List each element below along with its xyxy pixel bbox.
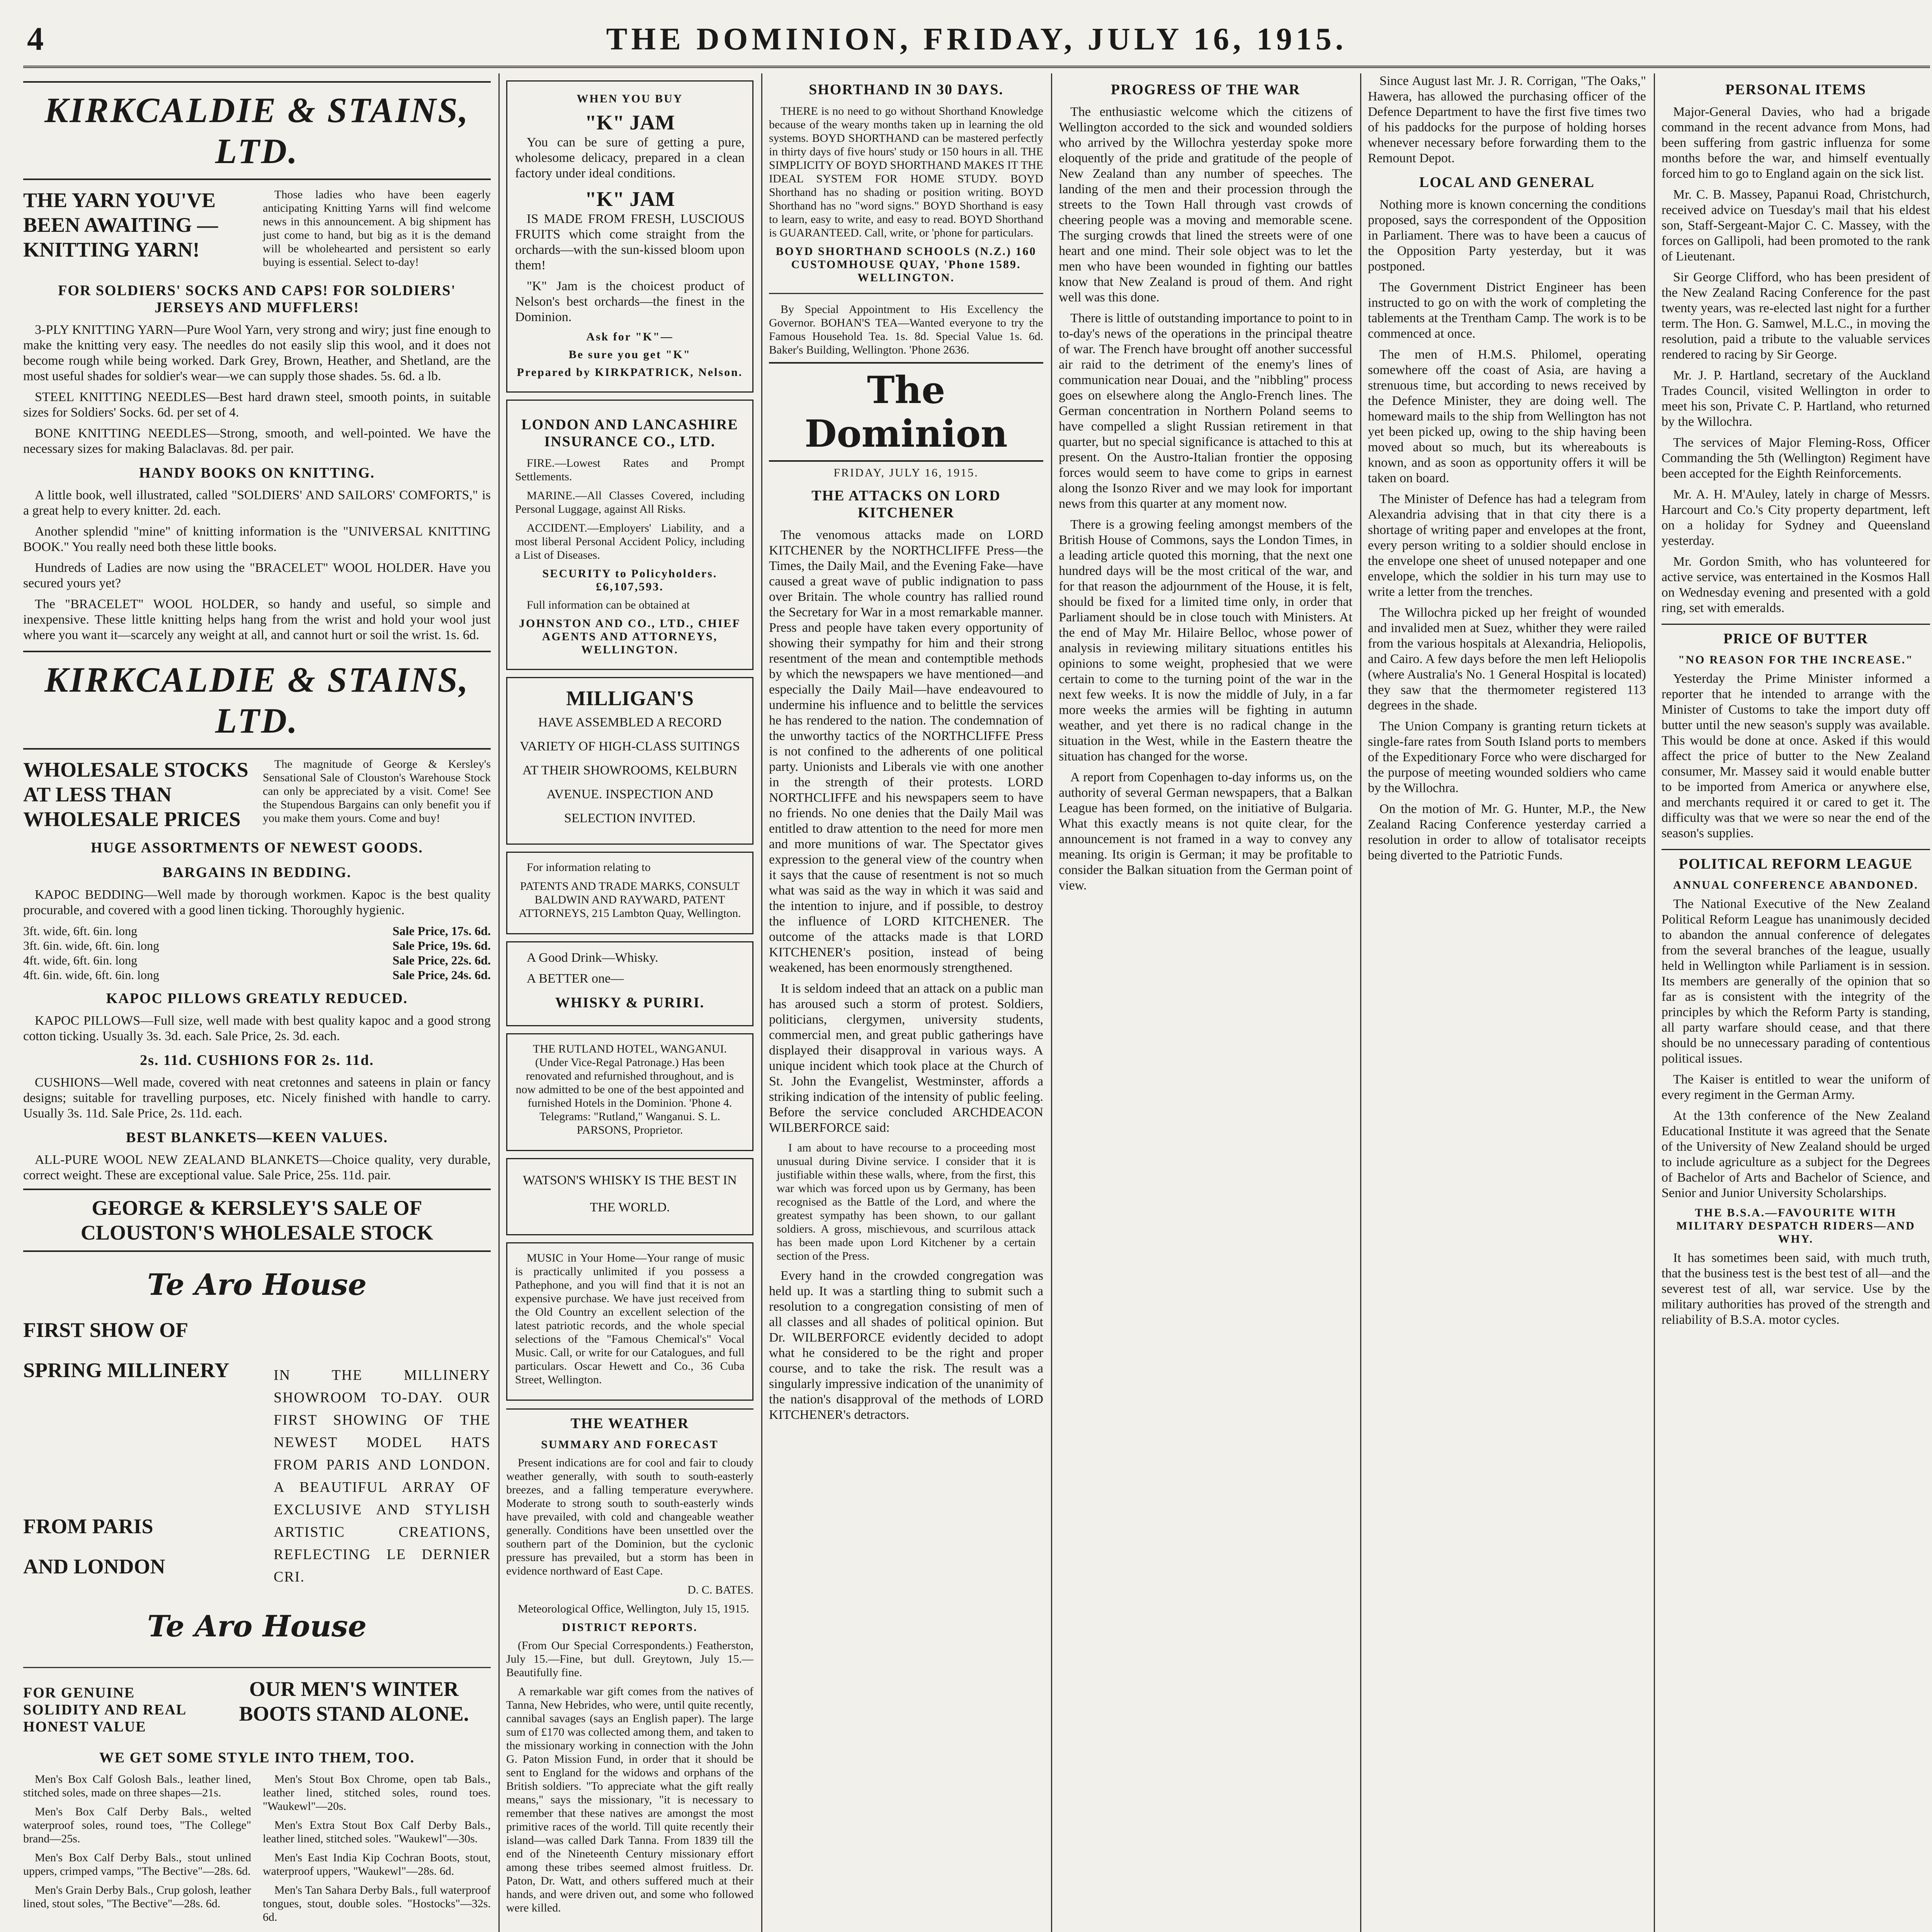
weather-signature: D. C. BATES. [687, 1583, 753, 1596]
butter-text: Yesterday the Prime Minister informed a reporter that he intended to arrange with the Minister of Customs to take the import duty off butter until the new season's supply was available. This would be done at once. Asked if this would affect the price of butter to the New Zealand consumer, Mr. Massey said it would enable butter to be imported from America or anywhere else, and merchants required it or cared to get it. The difficulty was that we were so near the end of the season's supplies. [1662, 672, 1930, 840]
yarn-item: STEEL KNITTING NEEDLES—Best hard drawn steel, smooth points, in suitable sizes for Soldiers' Socks. 6d. per set of 4. [23, 390, 491, 420]
kapoc-price-row: 3ft. wide, 6ft. 6in. long Sale Price, 17s. 6d. [23, 924, 491, 938]
lead-paragraph: The venomous attacks made on LORD KITCHENER by the NORTHCLIFFE Press—the Times, the Daily Mail, and the Evening Fake—have caused a great wave of public indignation to pass over Britain. The whole country has rallied round the Secretary for War in a most remarkable manner. Press and people have taken every opportunity of showing their sympathy for him and their strong resentment of the mean and contemptible methods by which the newspapers we have mentioned—and especially the Daily Mail—have endeavoured to undermine his influence and to belittle the services he has rendered to the nation. The condemnation of the unworthy tactics of the NORTHCLIFFE Press is not confined to the adherents of one political party. Unionists and Liberals vie with one another in the strength of their protests. LORD NORTHCLIFFE and his newspapers seem to have no friends. No one denies that the Daily Mail was entitled to draw attention to the need for more men and more munitions of war. The Spectator gives expression to the general view of the country when it says that the cause of resentment is not so much what was said as the way in which it was said and the intention to injure, and if possible, to destroy the influence of LORD KITCHENER. The outcome of the attacks made is that LORD KITCHENER's position, instead of being weakened, has been enormously strengthened. [769, 528, 1043, 975]
institute-item: At the 13th conference of the New Zealand Educational Institute it was agreed that the Senate of the University of New Zealand should be urged to include agriculture as a subject for the Degrees of Bachelor of Arts and Bachelor of Science, and Senior and Junior University Scholarships. [1662, 1109, 1930, 1200]
kapoc-text: KAPOC BEDDING—Well made by thorough workmen. Kapoc is the best quality procurable, and covered with a good linen ticking. Thoroughly hygienic. [23, 888, 491, 917]
shorthand-school: BOYD SHORTHAND SCHOOLS (N.Z.) 160 CUSTOMHOUSE QUAY, 'Phone 1589. WELLINGTON. [776, 245, 1037, 284]
insurance-item: ACCIDENT.—Employers' Liability, and a most liberal Personal Accident Policy, including a List of Diseases. [515, 522, 745, 561]
millinery-line: AND LONDON [23, 1555, 165, 1578]
local-paragraph: The Willochra picked up her freight of wounded and invalided men at Suez, whither they were railed from the various hospitals at Alexandria, Heliopolis, and Cairo. A few days before the men left Heliopolis (where Australia's No. 1 General Hospital is located) they saw that the thermometer registered 113 degrees in the shade. [1368, 605, 1646, 713]
watson-ad: WATSON'S WHISKY IS THE BEST IN THE WORLD. [523, 1173, 737, 1214]
cushions-text: CUSHIONS—Well made, covered with neat cretonnes and sateens in plain or fancy designs; suitable for travelling purposes, etc. Nicely finished with handle to carry. Usually 3s. 11d. Sale Price, 2s. 11d. each. [23, 1075, 491, 1121]
personal-paragraph: Mr. C. B. Massey, Papanui Road, Christchurch, received advice on Tuesday's mail that his eldest son, Staff-Sergeant-Major C. C. Massey, with the forces on Gallipoli, had been promoted to the rank of Lieutenant. [1662, 187, 1930, 264]
blankets-text: ALL-PURE WOOL NEW ZEALAND BLANKETS—Choice quality, very durable, correct weight. These are exceptional value. Sale Price, 25s. 11d. pair. [23, 1153, 491, 1182]
personal-paragraph: Sir George Clifford, who has been president of the New Zealand Racing Conference for the past twenty years, was re-elected last night for a further term. The Hon. G. Samwel, M.L.C., in moving the resolution, paid a tribute to the valuable services rendered to racing by Sir George. [1662, 270, 1930, 362]
insurance-heading: LONDON AND LANCASHIRE INSURANCE CO., LTD. [521, 417, 738, 450]
shorthand-heading: SHORTHAND IN 30 DAYS. [809, 82, 1003, 98]
bsa-text: It has sometimes been said, with much truth, that the business test is the best test of all—and the severest test of all, war service. Use by the military authorities has proved of the strength and reliability of B.S.A. motor cycles. [1662, 1251, 1930, 1327]
boots-headline: OUR MEN'S WINTER BOOTS STAND ALONE. [239, 1677, 469, 1725]
column-rule [1360, 73, 1361, 1932]
local-paragraph: On the motion of Mr. G. Hunter, M.P., the New Zealand Racing Conference yesterday carried a resolution in order to allow of totalisator receipts being diverted to the Patriotic Funds. [1368, 802, 1646, 862]
millinery-line: SPRING MILLINERY [23, 1359, 230, 1382]
wholesale-headline: WHOLESALE STOCKS AT LESS THAN WHOLESALE PRICES [23, 758, 248, 831]
whisky-line: A BETTER one— [527, 971, 624, 986]
column-rule [498, 73, 500, 1932]
boot-item: Men's Extra Stout Box Calf Derby Bals., leather lined, stitched soles. "Waukewl"—30s. [263, 1819, 491, 1845]
local-paragraph: Nothing more is known concerning the conditions proposed, says the correspondent of the Opposition in Parliament. There was to have been a caucus of the Opposition Party yesterday, but it was postponed. [1368, 197, 1646, 274]
lead-paragraph: Every hand in the crowded congregation was held up. It was a startling thing to submit such a resolution to a congregation consisting of men of all classes and all shades of political opinion. But Dr. WILBERFORCE evidently decided to adopt what he considered to be the right and proper course, and to take the risk. The result was a singularly impressive indication of the unanimity of the nation's disapproval of the methods of LORD KITCHENER's detractors. [769, 1269, 1043, 1422]
personal-paragraph: The services of Major Fleming-Ross, Officer Commanding the 5th (Wellington) Regiment have been accepted for the Eighth Reinforcements. [1662, 435, 1930, 481]
blankets-heading: BEST BLANKETS—KEEN VALUES. [126, 1129, 388, 1146]
yarn-item: 3-PLY KNITTING YARN—Pure Wool Yarn, very strong and wiry; just fine enough to make the knitting very easy. The needles do not easily slip this wool, and it does not become rough while being worked. Dark Grey, Brown, Heather, and Shetland, are the most useful shades for soldier's wear—we can supply those shades. 5s. 6d. a lb. [23, 323, 491, 383]
insurance-item: MARINE.—All Classes Covered, including Personal Luggage, against All Risks. [515, 489, 745, 515]
kirkcaldie-brand: KIRKCALDIE & STAINS, LTD. [23, 81, 491, 180]
boot-item: Men's Box Calf Derby Bals., stout unlined uppers, crimped vamps, "The Bective"—28s. 6d. [23, 1851, 251, 1878]
kaiser-item: The Kaiser is entitled to wear the uniform of every regiment in the German Army. [1662, 1072, 1930, 1102]
yarn-headline: THE YARN YOU'VE BEEN AWAITING —KNITTING YARN! [23, 189, 218, 261]
huge-assortments-heading: HUGE ASSORTMENTS OF NEWEST GOODS. [91, 840, 423, 856]
millinery-line: FIRST SHOW OF [23, 1318, 189, 1342]
handy-item: Another splendid "mine" of knitting information is the "UNIVERSAL KNITTING BOOK." You really need both these little books. [23, 524, 491, 554]
lead-article-heading: THE ATTACKS ON LORD KITCHENER [811, 488, 1001, 521]
k-jam-sure: Be sure you get "K" [568, 348, 691, 361]
aro-house-logo-footer: Te Aro House [147, 1609, 367, 1643]
column-rule [1654, 73, 1655, 1932]
yarn-item: BONE KNITTING NEEDLES—Strong, smooth, and well-pointed. We have the necessary sizes for making Balaclavas. 8d. per pair. [23, 426, 491, 456]
sale-banner: GEORGE & KERSLEY'S SALE OF CLOUSTON'S WHOLESALE STOCK [23, 1189, 491, 1252]
butter-heading: PRICE OF BUTTER [1662, 624, 1930, 647]
yarn-text: Those ladies who have been eagerly anticipating Knitting Yarns will find welcome news in this announcement. A big shipment has just come to hand, but big as it is the demand will be wholehearted and persistent so early buying is essential. Select to-day! [263, 188, 491, 269]
editorial-column [769, 73, 1043, 1932]
personal-heading: PERSONAL ITEMS [1725, 82, 1866, 98]
millinery-text: IN THE MILLINERY SHOWROOM TO-DAY. OUR FIRST SHOWING OF THE NEWEST MODEL HATS FROM PARIS AND LONDON. A BEAUTIFUL ARRAY OF EXCLUSIVE AND STYLISH ARTISTIC CREATIONS, REFLECTING LE DERNIER CRI. [274, 1367, 491, 1585]
k-jam-title-2: "K" JAM [585, 187, 675, 211]
issue-date: FRIDAY, JULY 16, 1915. [833, 466, 979, 479]
bargains-heading: BARGAINS IN BEDDING. [162, 864, 352, 881]
lead-paragraph: It is seldom indeed that an attack on a public man has aroused such a storm of protest. Soldiers, politicians, clergymen, university students, commercial men, and great public gatherings have displayed their disapproval in various ways. A unique incident which took place at the Church of St. John the Evangelist, Westminster, affords a striking indication of the intensity of public feeling. Before the service concluded ARCHDEACON WILBERFORCE said: [769, 981, 1043, 1135]
handy-item: A little book, well illustrated, called "SOLDIERS' AND SAILORS' COMFORTS," is a great help to every knitter. 2d. each. [23, 488, 491, 518]
handy-item: Hundreds of Ladies are now using the "BRACELET" WOOL HOLDER. Have you secured yours yet? [23, 561, 491, 590]
district-text: (From Our Special Correspondents.) Featherston, July 15.—Fine, but dull. Greytown, July 15.—Beautifully fine. [506, 1639, 753, 1679]
whisky-line: A Good Drink—Whisky. [527, 951, 658, 965]
newspaper-page [23, 15, 1930, 1932]
dominion-flag: The Dominion [769, 362, 1043, 462]
handy-item: The "BRACELET" WOOL HOLDER, so handy and useful, so simple and inexpensive. These little knitting helps hang from the wrist and hold your wool just where you want it—scarcely any weight at all, and cannot hurt or soil the wrist. 1s. 6d. [23, 597, 491, 642]
whisky-brand: WHISKY & PURIRI. [555, 995, 705, 1011]
rutland-ad: THE RUTLAND HOTEL, WANGANUI. (Under Vice-Regal Patronage.) Has been renovated and refurnished throughout, and is now admitted to be one of the best appointed and furnished Hotels in the Dominion. 'Phone 4. Telegrams: "Rutland," Wanganui. S. L. PARSONS, Proprietor. [515, 1043, 744, 1136]
boot-item: Men's Grain Derby Bals., Crup golosh, leather lined, stout soles, "The Bective"—28s. 6d. [23, 1884, 251, 1910]
k-jam-ask: Ask for "K"— [586, 330, 673, 343]
k-jam-made: IS MADE FROM FRESH, LUSCIOUS FRUITS which come straight from the orchards—with the sun-kissed bloom upon them! [515, 212, 745, 272]
cushions-heading: 2s. 11d. CUSHIONS FOR 2s. 11d. [140, 1052, 374, 1068]
milligan-brand: MILLIGAN'S [566, 687, 694, 710]
local-column [1368, 73, 1646, 1932]
progress-paragraph: A report from Copenhagen to-day informs us, on the authority of several German newspapers, that a Balkan League has been formed, on the initiative of Bulgaria. What this exactly means is not quite clear, for the announcement is not framed in a way to convey any meaning. Its origin is German; it may be profitable to consider the Balkan situation from the German point of view. [1059, 770, 1352, 893]
millinery-line: FROM PARIS [23, 1515, 153, 1538]
music-ad: MUSIC in Your Home—Your range of music is practically unlimited if you possess a Pathephone, and you will find that it is not an expensive purchase. We have just received from the Old Country an excellent selection of the latest patriotic records, and the whole special selections of the "Famous Chemical's" Vocal Music. Call, or write for our Catalogues, and full particulars. Oscar Hewett and Co., 36 Cuba Street, Wellington. [515, 1252, 745, 1386]
boots-subheading: WE GET SOME STYLE INTO THEM, TOO. [99, 1750, 415, 1766]
progress-paragraph: There is a growing feeling amongst members of the British House of Commons, says the London Times, in a leading article quoted this morning, that the next one hundred days will be the most critical of the war, and for that reason the adjournment of the House, it is felt, should be fixed for a limited time only, in order that Parliament should be in close touch with Ministers. At the end of May Mr. Hilaire Belloc, whose power of analysis in reviewing military situations entitles his opinions to some weight, prophesied that we were certain to come to the turning point of the war in the next few weeks. It is now the middle of July, in a far more weeks the armies will be fighting in autumn weather, and yet there is no radical change in the situation in the West, while in the Eastern theatre the situation has changed for the worse. [1059, 517, 1352, 764]
local-paragraph: The Minister of Defence has had a telegram from Alexandria advising that in that city there is a shortage of writing paper and envelopes at the front, every person writing to a soldier should enclose in the envelope one sheet of unused notepaper and one envelope, which the soldier in his turn may use to write a letter from the trenches. [1368, 492, 1646, 599]
divider [23, 1667, 491, 1668]
shorthand-text: THERE is no need to go without Shorthand Knowledge because of the weary months taken up in learning the old systems. BOYD SHORTHAND can be mastered perfectly in thirty days of five hours' study or 150 hours in all. THE SIMPLICITY OF BOYD SHORTHAND MAKES IT THE IDEAL SYSTEM FOR HOME STUDY. BOYD Shorthand has no shading or position writing. BOYD Shorthand has no "word signs." BOYD Shorthand is easy to learn, easy to write, and easy to read. BOYD Shorthand is GUARANTEED. Call, write, or 'phone for particulars. [769, 105, 1043, 239]
personal-paragraph: Mr. J. P. Hartland, secretary of the Auckland Trades Council, visited Wellington in order to meet his son, Private C. P. Hartland, who returned by the Willochra. [1662, 368, 1930, 429]
patents-text: PATENTS AND TRADE MARKS, CONSULT BALDWIN AND RAYWARD, PATENT ATTORNEYS, 215 Lambton Quay, Wellington. [519, 880, 741, 920]
kapoc-price-row: 4ft. wide, 6ft. 6in. long Sale Price, 22s. 6d. [23, 953, 491, 967]
boot-item: Men's Box Calf Golosh Bals., leather lined, stitched soles, made on three shapes—21s. [23, 1773, 251, 1799]
reform-subheading: ANNUAL CONFERENCE ABANDONED. [1673, 879, 1918, 891]
weather-text: Present indications are for cool and fair to cloudy weather generally, with south to south-easterly breezes, and a falling temperature everywhere. Moderate to strong south to south-easterly winds have prevailed, with cold and changeable weather generally. Conditions have been unsettled over the southern part of the Dominion, but the cyclonic pressure has prevailed, but a storm has been in evidence northward of East Cape. [506, 1456, 753, 1577]
gift-story: A remarkable war gift comes from the natives of Tanna, New Hebrides, who were, until quite recently, cannibal savages (says an English paper). The large sum of £170 was collected among them, and taken to the missionary working in connection with the John G. Paton Mission Fund, in order that it should be sent to England for the widows and orphans of the British soldiers. "To appreciate what the gift really means," says the missionary, "it is necessary to remember that these natives are amongst the most primitive races of the world. Till quite recently their island—was called Dark Tanna. From 1839 till the end of the Nineteenth Century missionary effort among these tribes seemed almost fruitless. Dr. Paton, Dr. Watt, and others suffered much at their hands, and were driven out, and some who followed were killed. [506, 1685, 753, 1914]
patents-intro: For information relating to [527, 861, 651, 874]
weather-subheading: SUMMARY AND FORECAST [541, 1438, 719, 1451]
insurance-agents: JOHNSTON AND CO., LTD., CHIEF AGENTS AND ATTORNEYS, WELLINGTON. [519, 617, 741, 656]
milligan-text: HAVE ASSEMBLED A RECORD VARIETY OF HIGH-CLASS SUITINGS AT THEIR SHOWROOMS, KELBURN AVENUE. INSPECTION AND SELECTION INVITED. [520, 715, 740, 825]
column-rule [1051, 73, 1052, 1932]
boot-item: Men's Stout Box Chrome, open tab Bals., leather lined, stitched soles, round toes. "Waukewl"—20s. [263, 1773, 491, 1813]
reform-text: The National Executive of the New Zealand Political Reform League has unanimously decided to abandon the annual conference of delegates from the several branches of the league, usually held in Wellington while Parliament is in session. Its members are generally of the opinion that so far as is consistent with the integrity of the principles by which the Reform Party is standing, all party warfare should cease, and that there should be no unnecessary parading of contentious political issues. [1662, 897, 1930, 1066]
divider [769, 293, 1043, 294]
boots-intro: FOR GENUINE SOLIDITY AND REAL HONEST VALUE [23, 1685, 186, 1735]
k-jam-prepared: Prepared by KIRKPATRICK, Nelson. [517, 366, 743, 379]
pillows-text: KAPOC PILLOWS—Full size, well made with best quality kapoc and a good strong cotton ticking. Usually 3s. 3d. each. Sale Price, 2s. 3d. each. [23, 1014, 491, 1043]
personal-paragraph: Mr. Gordon Smith, who has volunteered for active service, was entertained in the Kosmos Hall on Wednesday evening and presented with a gold ring, set with emeralds. [1662, 554, 1930, 615]
reform-heading: POLITICAL REFORM LEAGUE [1662, 849, 1930, 872]
k-jam-text: You can be sure of getting a pure, wholesome delicacy, prepared in a clean factory under ideal conditions. [515, 135, 745, 180]
column-rule [761, 73, 762, 1932]
bsa-heading: THE B.S.A.—FAVOURITE WITH MILITARY DESPATCH RIDERS—AND WHY. [1676, 1206, 1915, 1245]
weather-office: Meteorological Office, Wellington, July 15, 1915. [518, 1602, 749, 1615]
kirkcaldie-brand-footer: KIRKCALDIE & STAINS, LTD. [23, 651, 491, 750]
insurance-item: FIRE.—Lowest Rates and Prompt Settlements. [515, 457, 745, 483]
bohan-ad: By Special Appointment to His Excellency the Governor. BOHAN'S TEA—Wanted everyone to try the Famous Household Tea. 1s. 8d. Special Value 1s. 6d. Baker's Building, Wellington. 'Phone 2636. [769, 303, 1043, 356]
boot-item: Men's Tan Sahara Derby Bals., full waterproof tongues, stout, double soles. "Hostocks"—32s. 6d. [263, 1884, 491, 1923]
pillows-heading: KAPOC PILLOWS GREATLY REDUCED. [106, 990, 408, 1007]
war-column [1059, 73, 1352, 1932]
progress-paragraph: There is little of outstanding importance to point to in to-day's news of the operations in the principal theatre of war. The French have brought off another successful air raid to the detriment of the enemy's lines of communication near Douai, and the "nibbling" process goes on elsewhere along the Anglo-French lines. The German concentration in Northern Poland seems to have compelled a slight Russian retirement in that quarter, but no special significance is attached to this at present. On the Austro-Italian frontier the opposing forces would seem to have come to grips in earnest along the Isonzo River and we may look for important news from this quarter at any moment now. [1059, 311, 1352, 511]
local-paragraph: The Government District Engineer has been instructed to go on with the work of completing the tablements at the Trentham Camp. The work is to be commenced at once. [1368, 280, 1646, 341]
personal-paragraph: Mr. A. H. M'Auley, lately in charge of Messrs. Harcourt and Co.'s City property department, left on a holiday for Sydney and Queensland yesterday. [1662, 487, 1930, 548]
butter-subheading: "NO REASON FOR THE INCREASE." [1678, 653, 1913, 666]
insurance-security: SECURITY to Policyholders. £6,107,593. [542, 567, 718, 593]
ads-column [23, 73, 491, 1932]
local-paragraph: The men of H.M.S. Philomel, operating somewhere off the coast of Asia, are having a strenuous time, but according to news received by the Defence Minister, they are doing well. The homeward mails to the ship from Wellington has not yet been picked up, owing to the ship having been moved about so much, but its whereabouts is known, and as soon as opportunity offers it will be taken on board. [1368, 347, 1646, 485]
progress-heading: PROGRESS OF THE WAR [1111, 82, 1301, 98]
soldiers-heading: FOR SOLDIERS' SOCKS AND CAPS! FOR SOLDIERS' JERSEYS AND MUFFLERS! [58, 282, 456, 316]
local-paragraph: The Union Company is granting return tickets at single-fare rates from South Island ports to members of the Expeditionary Force who were discharged for the purpose of meeting wounded soldiers who came by the Willochra. [1368, 719, 1646, 795]
personal-column [1662, 73, 1930, 1932]
ads-column-2 [506, 73, 753, 1932]
boot-item: Men's East India Kip Cochran Boots, stout, waterproof uppers, "Waukewl"—28s. 6d. [263, 1851, 491, 1878]
handy-books-heading: HANDY BOOKS ON KNITTING. [139, 465, 375, 481]
progress-paragraph: The enthusiastic welcome which the citizens of Wellington accorded to the sick and wounded soldiers who arrived by the Willochra yesterday spoke more eloquently of the pride and gratitude of the people of New Zealand than any number of speeches. The landing of the men and their procession through the streets to the Town Hall through vast crowds of cheering people was a moving and memorable scene. The surging crowds that lined the streets were of one heart and one mind. Their sole object was to let the men who have been wounded in fighting our battles know that New Zealand is proud of them. And right well was this done. [1059, 105, 1352, 304]
personal-paragraph: Major-General Davies, who had a brigade command in the recent advance from Mons, had been suffering from gastric influenza for some months before the war, and himself eventually forced him to go to England again on the sick list. [1662, 105, 1930, 181]
aro-house-logo: Te Aro House [147, 1267, 367, 1302]
weather-heading: THE WEATHER [506, 1408, 753, 1432]
page-number: 4 [27, 20, 44, 57]
when-you-buy: WHEN YOU BUY [577, 92, 683, 105]
wholesale-text: The magnitude of George & Kersley's Sensational Sale of Clouston's Warehouse Stock can only be appreciated by a visit. Come! See the Stupendous Bargains can only benefit you if you make them yours. Come and buy! [263, 758, 491, 825]
page-title: THE DOMINION, FRIDAY, JULY 16, 1915. [606, 21, 1347, 56]
masthead [23, 15, 1930, 68]
insurance-info: Full information can be obtained at [527, 599, 690, 611]
lead-quote: I am about to have recourse to a proceeding most unusual during Divine service. I consider that it is justifiable within these walls, where, from the first, this war which was forced upon us by Germany, has been recognised as the Battle of the Lord, and where the greatest sympathy has been shown, to our gallant soldiers. A gross, mischievous, and scurrilous attack has been made upon Lord Kitchener by a certain section of the Press. [777, 1141, 1036, 1262]
k-jam-title: "K" JAM [585, 111, 675, 134]
kapoc-price-row: 4ft. 6in. wide, 6ft. 6in. long Sale Price, 24s. 6d. [23, 968, 491, 982]
boot-item: Men's Box Calf Derby Bals., welted waterproof soles, round toes, "The College" brand—25s. [23, 1805, 251, 1845]
k-jam-choice: "K" Jam is the choicest product of Nelson's best orchards—the finest in the Dominion. [515, 279, 745, 324]
kapoc-price-row: 3ft. 6in. wide, 6ft. 6in. long Sale Price, 19s. 6d. [23, 939, 491, 952]
local-intro: Since August last Mr. J. R. Corrigan, "The Oaks," Hawera, has allowed the purchasing officer of the Defence Department to have the first five times two of his paddocks for the purpose of holding horses whenever necessary before forwarding them to the Remount Depot. [1368, 74, 1646, 165]
district-heading: DISTRICT REPORTS. [562, 1621, 698, 1634]
local-heading: LOCAL AND GENERAL [1419, 174, 1595, 190]
